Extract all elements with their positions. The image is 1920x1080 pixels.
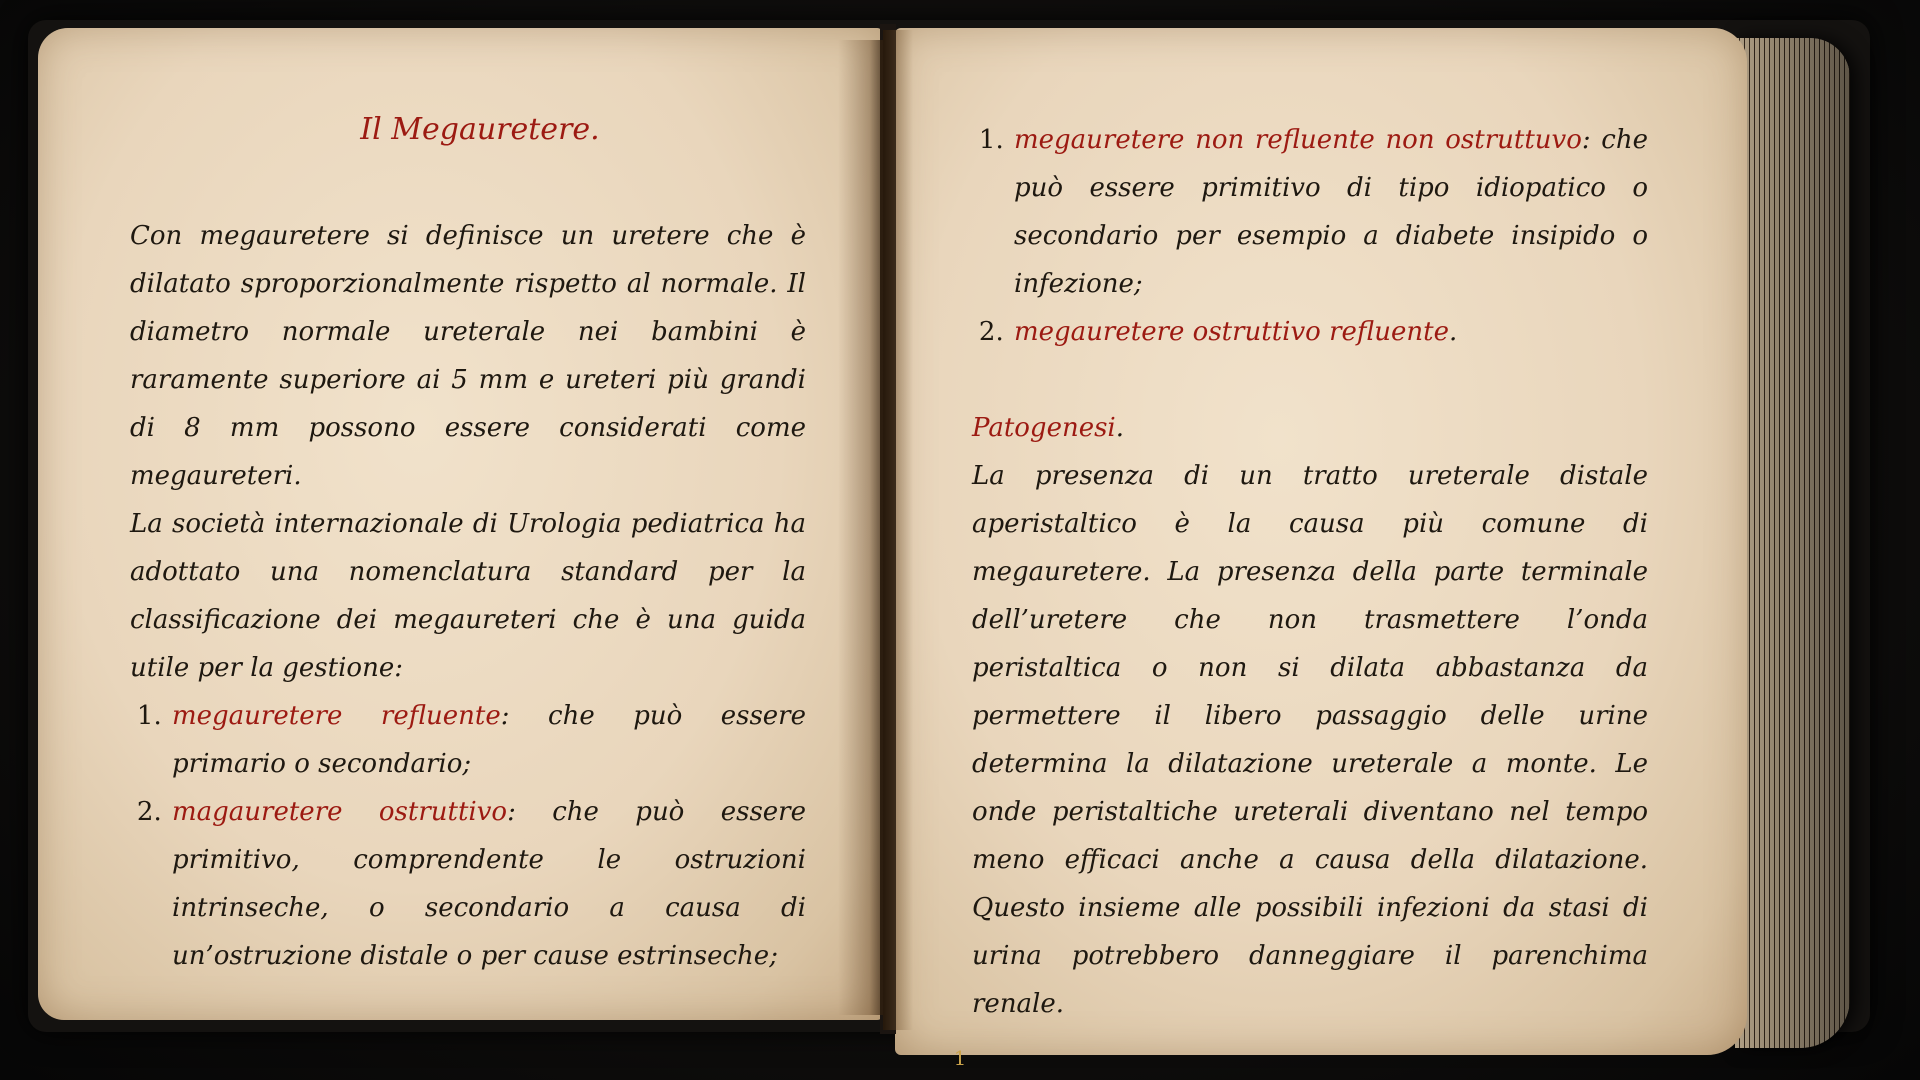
list-item: [170, 692, 806, 788]
list-item-text: : che può essere primitivo, comprendente le ostruzioni intrinseche, o secondario a causa di un’ostruzione distale o per cause estrinseche;: [172, 797, 806, 971]
list-item: [1012, 116, 1648, 308]
section-heading-text: Patogenesi: [972, 413, 1116, 443]
classification-list-left: [130, 692, 806, 980]
left-gutter-shadow: [838, 40, 883, 1015]
list-item-text: .: [1448, 317, 1458, 347]
left-page-text: [130, 212, 806, 980]
classification-list-right: [972, 116, 1648, 356]
list-item: [170, 788, 806, 980]
list-item-text: : che può essere primario o secondario;: [172, 701, 806, 779]
intro-paragraph-1: Con megauretere si definisce un uretere che è dilatato sproporzionalmente rispetto al normale. Il diametro normale ureterale nei bambini è raramente superiore ai 5 mm e ureteri più grandi di 8 mm possono essere considerati come megaureteri.: [130, 221, 806, 491]
list-item-term: megauretere non refluente non ostruttuvo: [1014, 125, 1582, 155]
right-page-text: [972, 116, 1648, 1028]
list-item: [1012, 308, 1648, 356]
list-item-term: megauretere ostruttivo refluente: [1014, 317, 1449, 347]
page-stack-shade: [1735, 38, 1850, 1048]
page-number: 1: [953, 1046, 967, 1070]
intro-paragraph-2: La società internazionale di Urologia pediatrica ha adottato una nomenclatura standard per la classificazione dei megaureteri che è una guida utile per la gestione:: [130, 509, 806, 683]
page-title: Il Megauretere.: [360, 112, 600, 147]
list-item-text: : che può essere primitivo di tipo idiopatico o secondario per esempio a diabete insipido o infezione;: [1014, 125, 1649, 299]
right-gutter-shadow: [883, 30, 913, 1030]
list-item-term: magauretere ostruttivo: [172, 797, 508, 827]
section-heading-dot: .: [1115, 413, 1125, 443]
section-paragraph: La presenza di un tratto ureterale distale aperistaltico è la causa più comune di megauretere. La presenza della parte terminale dell’uretere che non trasmettere l’onda peristaltica o non si dilata abbastanza da permettere il libero passaggio delle urine determina la dilatazione ureterale a monte. Le onde peristaltiche ureterali diventano nel tempo meno efficaci anche a causa della dilatazione. Questo insieme alle possibili infezioni da stasi di urina potrebbero danneggiare il parenchima renale.: [972, 461, 1648, 1019]
section-heading: [972, 404, 1648, 452]
list-item-term: megauretere refluente: [172, 701, 501, 731]
